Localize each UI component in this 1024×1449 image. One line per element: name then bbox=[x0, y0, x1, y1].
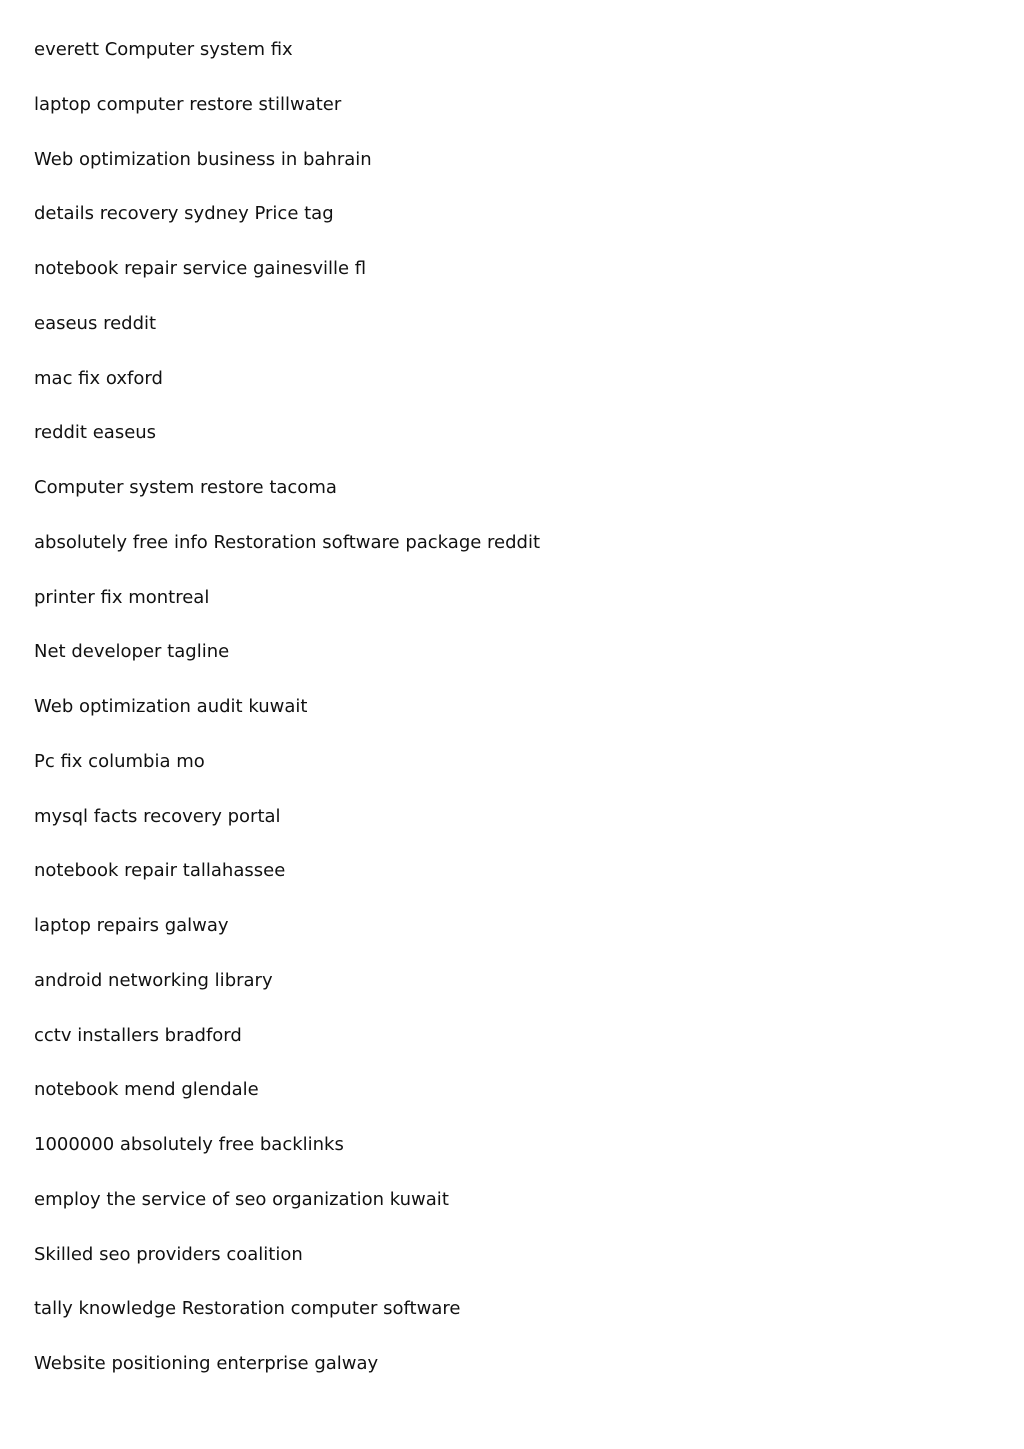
list-item: notebook repair tallahassee bbox=[34, 860, 286, 882]
list-item: Net developer tagline bbox=[34, 641, 230, 663]
list-item: reddit easeus bbox=[34, 422, 157, 444]
list-item: employ the service of seo organization kuwait bbox=[34, 1188, 449, 1210]
list-item: mysql facts recovery portal bbox=[34, 805, 281, 827]
list-item: cctv installers bradford bbox=[34, 1024, 242, 1046]
list-item: printer fix montreal bbox=[34, 586, 210, 608]
list-item: Pc fix columbia mo bbox=[34, 750, 205, 772]
list-item: Web optimization business in bahrain bbox=[34, 148, 372, 170]
list-item: laptop computer restore stillwater bbox=[34, 93, 342, 115]
list-item: Computer system restore tacoma bbox=[34, 477, 337, 498]
list-item: 1000000 absolutely free backlinks bbox=[34, 1134, 344, 1155]
list-item: notebook repair service gainesville fl bbox=[34, 258, 367, 279]
list-item: Skilled seo providers coalition bbox=[34, 1243, 303, 1265]
list-item: absolutely free info Restoration software package reddit bbox=[34, 531, 541, 553]
list-item: laptop repairs galway bbox=[34, 915, 229, 936]
list-item: Website positioning enterprise galway bbox=[34, 1353, 379, 1374]
list-item: everett Computer system fix bbox=[34, 39, 293, 60]
text-list bbox=[34, 36, 994, 1405]
list-item: Web optimization audit kuwait bbox=[34, 696, 308, 717]
list-item: android networking library bbox=[34, 969, 273, 991]
list-item: tally knowledge Restoration computer software bbox=[34, 1298, 461, 1320]
list-item: notebook mend glendale bbox=[34, 1079, 259, 1101]
list-item: easeus reddit bbox=[34, 312, 157, 334]
list-item: mac fix oxford bbox=[34, 367, 163, 389]
list-item: details recovery sydney Price tag bbox=[34, 203, 334, 225]
